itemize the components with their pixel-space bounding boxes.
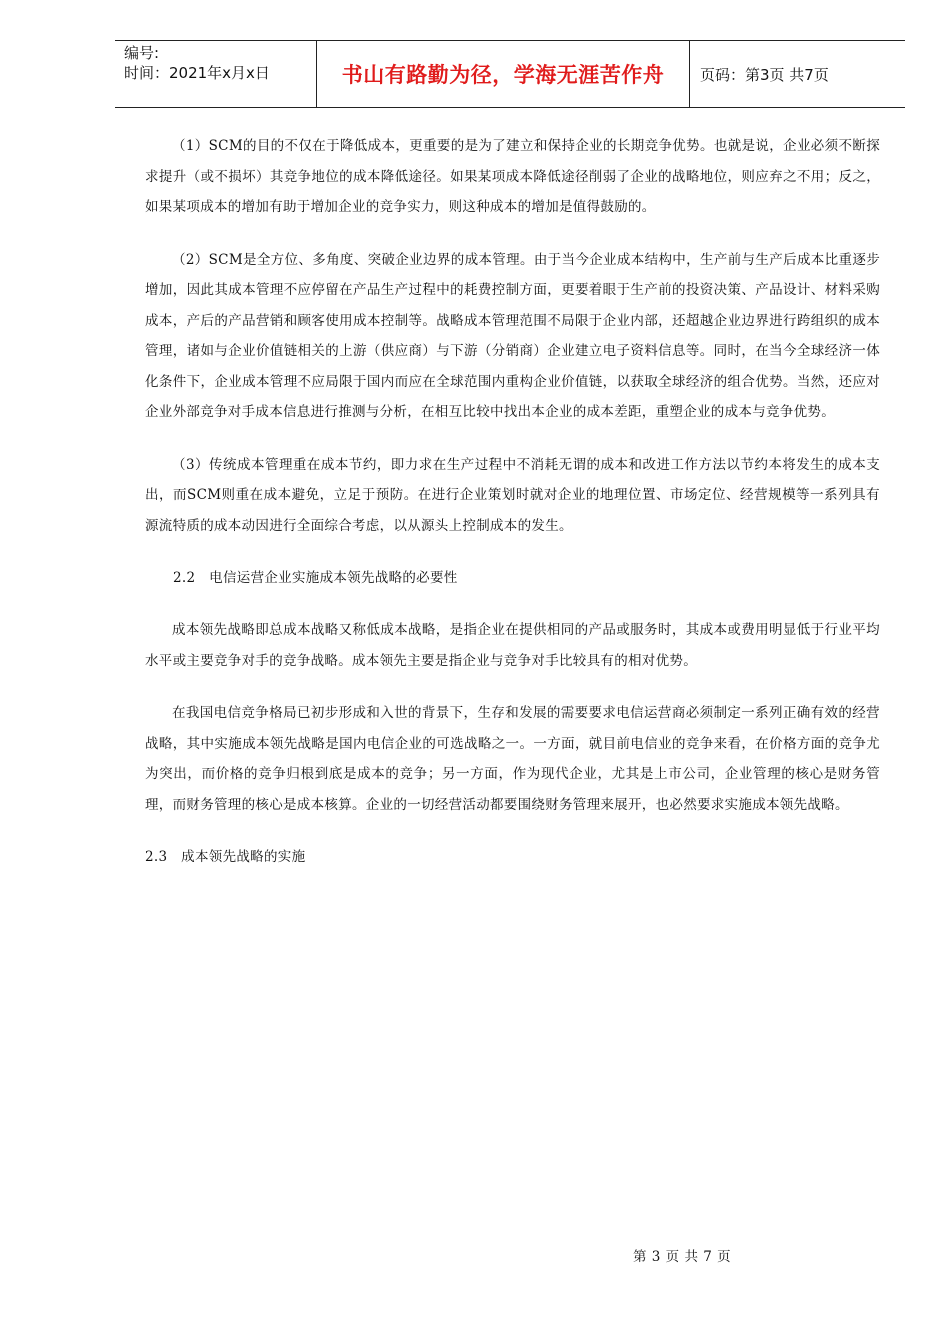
page-header — [115, 40, 905, 108]
paragraph-1: （1）SCM的目的不仅在于降低成本，更重要的是为了建立和保持企业的长期竞争优势。也就是说，企业必须不断探求提升（或不损坏）其竞争地位的成本降低途径。如果某项成本降低途径削弱了企业的战略地位，则应弃之不用；反之，如果某项成本的增加有助于增加企业的竞争实力，则这种成本的增加是值得鼓励的。 — [145, 138, 880, 215]
header-motto-cell — [316, 41, 690, 107]
paragraph-4: 成本领先战略即总成本战略又称低成本战略，是指企业在提供相同的产品或服务时，其成本或费用明显低于行业平均水平或主要竞争对手的竞争战略。成本领先主要是指企业与竞争对手比较具有的相对优势。 — [145, 622, 880, 669]
footer-page-number: 第 3 页 共 7 页 — [633, 1249, 732, 1265]
document-time: 时间：2021年x月x日 — [124, 64, 270, 82]
page-info: 页码：第3页 共7页 — [700, 65, 829, 84]
document-body — [145, 131, 880, 894]
paragraph-2: （2）SCM是全方位、多角度、突破企业边界的成本管理。由于当今企业成本结构中，生产前与生产后成本比重逐步增加，因此其成本管理不应停留在产品生产过程中的耗费控制方面，更要着眼于生产前的投资决策、产品设计、材料采购成本，产后的产品营销和顾客使用成本控制等。战略成本管理范围不局限于企业内部，还超越企业边界进行跨组织的成本管理，诸如与企业价值链相关的上游（供应商）与下游（分销商）企业建立电子资料信息等。同时，在当今全球经济一体化条件下，企业成本管理不应局限于国内而应在全球范围内重构企业价值链，以获取全球经济的组合优势。当然，还应对企业外部竞争对手成本信息进行推测与分析，在相互比较中找出本企业的成本差距，重塑企业的成本与竞争优势。 — [145, 251, 880, 420]
motto: 书山有路勤为径，学海无涯苦作舟 — [341, 63, 665, 87]
section-heading-2-3: 2.3 成本领先战略的实施 — [145, 849, 306, 865]
paragraph-3: （3）传统成本管理重在成本节约，即力求在生产过程中不消耗无谓的成本和改进工作方法以节约本将发生的成本支出，而SCM则重在成本避免，立足于预防。在进行企业策划时就对企业的地理位置、市场定位、经营规模等一系列具有源流特质的成本动因进行全面综合考虑，以从源头上控制成本的发生。 — [145, 456, 880, 534]
header-meta — [115, 41, 316, 107]
header-page-info — [690, 41, 905, 107]
section-heading-2-2: 2.2 电信运营企业实施成本领先战略的必要性 — [173, 570, 458, 586]
paragraph-5: 在我国电信竞争格局已初步形成和入世的背景下，生存和发展的需要要求电信运营商必须制定一系列正确有效的经营战略，其中实施成本领先战略是国内电信企业的可选战略之一。一方面，就目前电信业的竞争来看，在价格方面的竞争尤为突出，而价格的竞争归根到底是成本的竞争；另一方面，作为现代企业，尤其是上市公司，企业管理的核心是财务管理，而财务管理的核心是成本核算。企业的一切经营活动都要围绕财务管理来展开，也必然要求实施成本领先战略。 — [145, 705, 880, 813]
document-number-label: 编号: — [124, 44, 160, 62]
